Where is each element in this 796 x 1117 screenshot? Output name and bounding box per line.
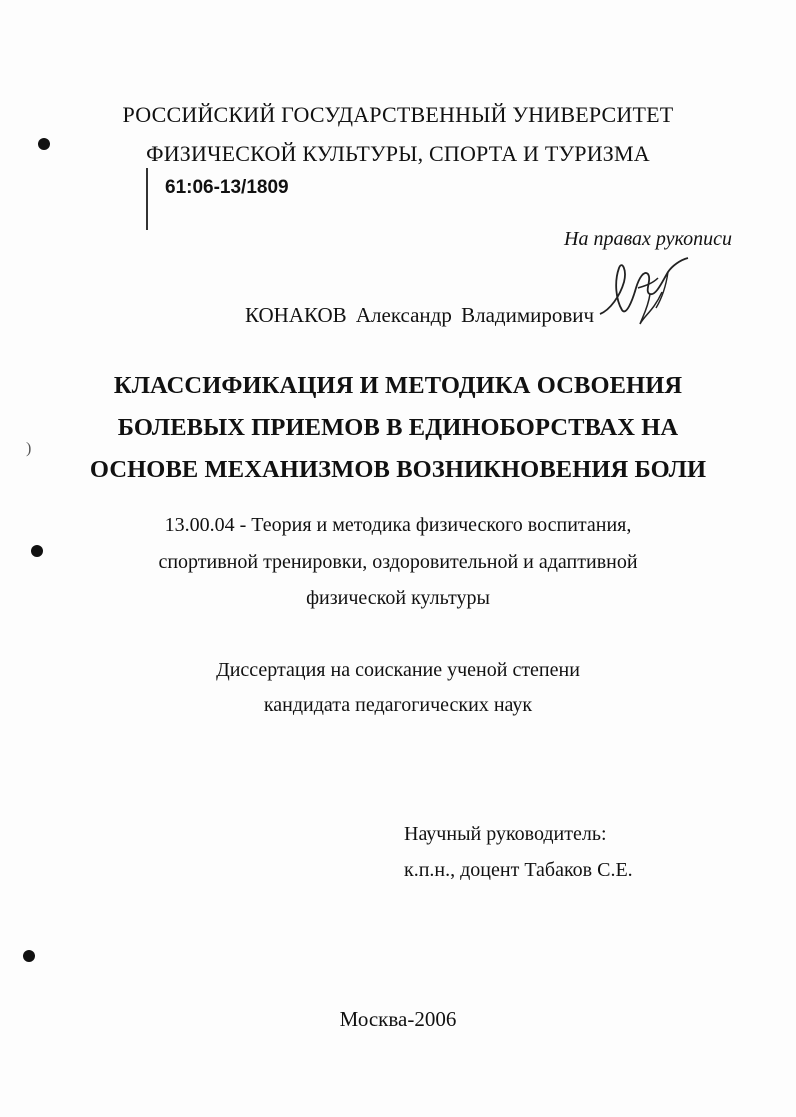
university-name-line1: РОССИЙСКИЙ ГОСУДАРСТВЕННЫЙ УНИВЕРСИТЕТ [122, 102, 674, 127]
stamp-bar [146, 168, 148, 230]
dissertation-line2: кандидата педагогических наук [263, 694, 533, 716]
specialty-line1: 13.00.04 - Теория и методика физического воспитания, [164, 514, 632, 536]
specialty-line3: физической культуры [306, 587, 490, 609]
adviser-label: Научный руководитель: [404, 823, 607, 845]
handwritten-signature-icon [592, 252, 697, 337]
binding-hole-icon [23, 950, 35, 962]
scan-artifact-icon: ) [26, 440, 32, 457]
title-line3: ОСНОВЕ МЕХАНИЗМОВ ВОЗНИКНОВЕНИЯ БОЛИ [89, 456, 707, 483]
city-year: Москва-2006 [339, 1007, 457, 1031]
specialty-line2: спортивной тренировки, оздоровительной и адаптивной [158, 551, 638, 573]
library-stamp-code: 61:06-13/1809 [165, 177, 289, 198]
author-name: КОНАКОВ Александр Владимирович [245, 303, 595, 327]
dissertation-line1: Диссертация на соискание ученой степени [216, 659, 580, 681]
adviser-name: к.п.н., доцент Табаков С.Е. [404, 859, 633, 881]
title-line1: КЛАССИФИКАЦИЯ И МЕТОДИКА ОСВОЕНИЯ [113, 372, 683, 399]
university-name-line2: ФИЗИЧЕСКОЙ КУЛЬТУРЫ, СПОРТА И ТУРИЗМА [146, 141, 650, 166]
title-line2: БОЛЕВЫХ ПРИЕМОВ В ЕДИНОБОРСТВАХ НА [117, 414, 679, 441]
rights-note: На правах рукописи [564, 228, 732, 250]
